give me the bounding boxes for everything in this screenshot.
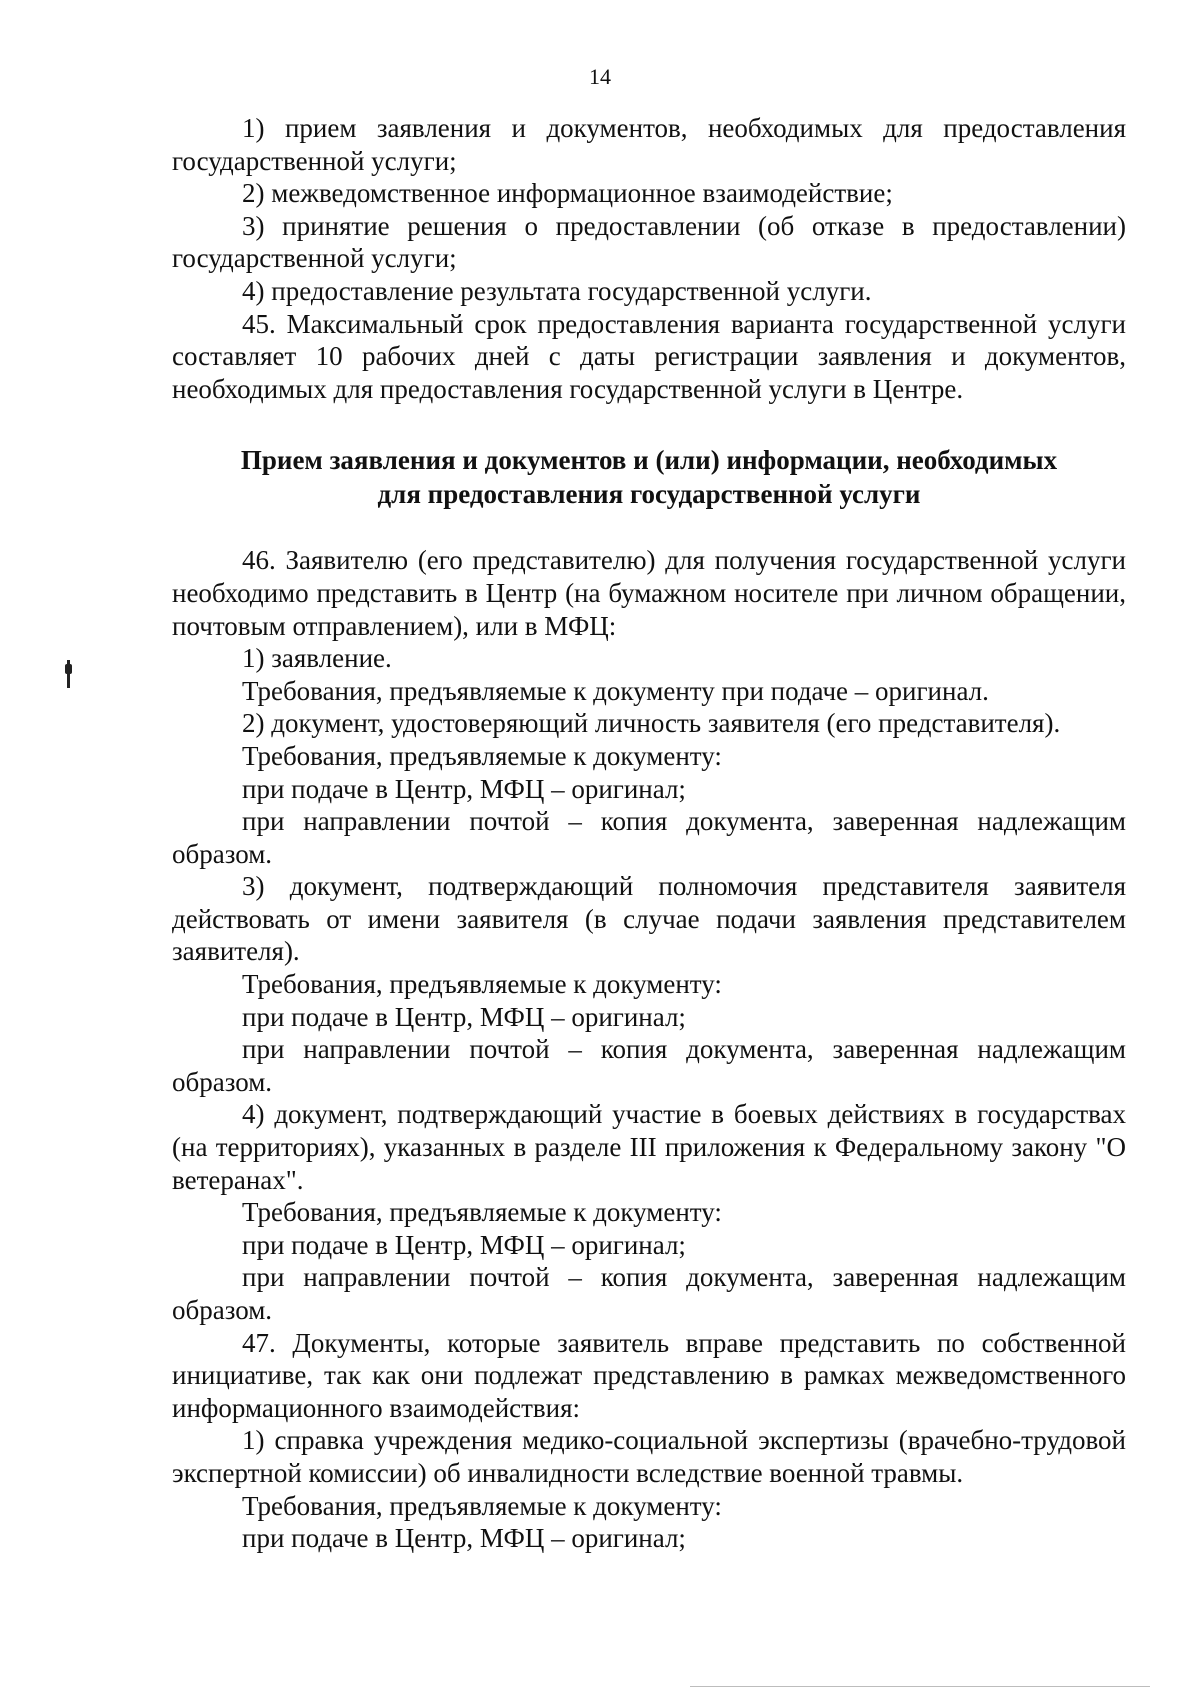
- paragraph: Требования, предъявляемые к документу:: [242, 969, 722, 1000]
- paragraph: 2) межведомственное информационное взаимодействие;: [242, 178, 893, 209]
- paragraph: при подаче в Центр, МФЦ – оригинал;: [242, 1001, 686, 1032]
- paragraph: 2) документ, удостоверяющий личность заявителя (его представителя).: [242, 708, 1061, 739]
- section-heading: [172, 443, 1126, 511]
- section-heading-line: Прием заявления и документов и (или) информации, необходимых: [240, 445, 1058, 476]
- paragraph: 3) документ, подтверждающий полномочия представителя заявителя действовать от имени заявителя (в случае подачи заявления представителем заявителя).: [172, 871, 1126, 967]
- paragraph: 46. Заявителю (его представителю) для получения государственной услуги необходимо представить в Центр (на бумажном носителе при личном обращении, почтовым отправлением), или в МФЦ:: [172, 545, 1126, 641]
- paragraph: при подаче в Центр, МФЦ – оригинал;: [242, 773, 686, 804]
- paragraph: 1) справка учреждения медико-социальной экспертизы (врачебно-трудовой экспертной комиссии) об инвалидности вследствие военной травмы.: [172, 1425, 1126, 1488]
- section-heading-line: для предоставления государственной услуги: [377, 479, 921, 510]
- scan-edge-line: [690, 1686, 1150, 1687]
- paragraph: 45. Максимальный срок предоставления варианта государственной услуги составляет 10 рабочих дней с даты регистрации заявления и документов, необходимых для предоставления государственной услуги в Центре.: [172, 308, 1126, 404]
- paragraph: 1) заявление.: [242, 643, 392, 674]
- paragraph: Требования, предъявляемые к документу:: [242, 1197, 722, 1228]
- paragraph: при направлении почтой – копия документа, заверенная надлежащим образом.: [172, 806, 1126, 869]
- paragraph: Требования, предъявляемые к документу при подаче – оригинал.: [242, 675, 989, 706]
- paragraph: при подаче в Центр, МФЦ – оригинал;: [242, 1523, 686, 1554]
- paragraph: 4) предоставление результата государственной услуги.: [242, 275, 872, 306]
- paragraph: при направлении почтой – копия документа, заверенная надлежащим образом.: [172, 1262, 1126, 1325]
- paragraph: Требования, предъявляемые к документу:: [242, 740, 722, 771]
- paragraph: 4) документ, подтверждающий участие в боевых действиях в государствах (на территориях), указанных в разделе III приложения к Федеральному закону "О ветеранах".: [172, 1099, 1126, 1195]
- paragraph: 47. Документы, которые заявитель вправе представить по собственной инициативе, так как они подлежат представлению в рамках межведомственного информационного взаимодействия:: [172, 1327, 1126, 1423]
- scan-mark: [67, 660, 70, 688]
- paragraph: 3) принятие решения о предоставлении (об отказе в предоставлении) государственной услуги;: [172, 210, 1126, 274]
- page-number: 14: [589, 64, 611, 89]
- document-body: [172, 112, 1126, 1555]
- paragraph: Требования, предъявляемые к документу:: [242, 1490, 722, 1521]
- paragraph: при направлении почтой – копия документа, заверенная надлежащим образом.: [172, 1034, 1126, 1097]
- paragraph: 1) прием заявления и документов, необходимых для предоставления государственной услуги;: [172, 113, 1126, 176]
- paragraph: при подаче в Центр, МФЦ – оригинал;: [242, 1229, 686, 1260]
